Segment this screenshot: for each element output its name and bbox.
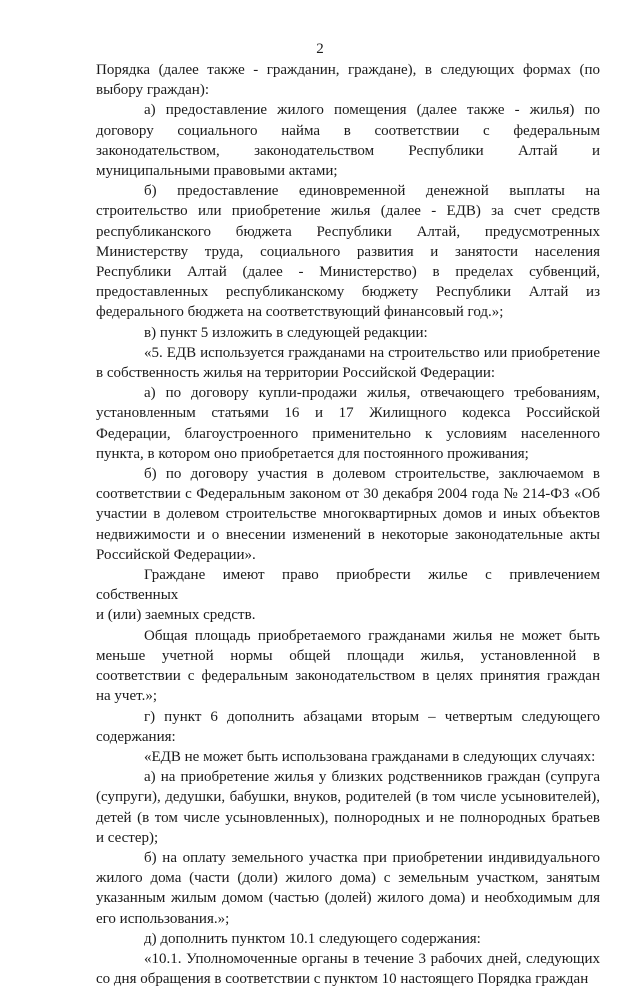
text-line: а) по договору купли-продажи жилья, отвечающего требованиям,	[144, 385, 600, 402]
text-line: и (или) заемных средств.	[96, 607, 256, 624]
text-line: Министерству труда, социального развития и занятости населения	[96, 243, 600, 260]
text-line: б) по договору участия в долевом строительстве, заключаемом в	[144, 466, 600, 483]
text-line: пункта, в котором оно приобретается для постоянного проживания;	[96, 445, 529, 462]
text-line: строительство или приобретение жилья (далее - ЕДВ) за счет средств	[96, 203, 600, 220]
text-line: указанным жилым домом (частью (долей) жилого дома) и необходимым для	[96, 890, 600, 907]
text-line: участии в долевом строительстве многоквартирных домов и иных объектов	[96, 506, 600, 523]
text-line: Общая площадь приобретаемого гражданами жилья не может быть	[144, 627, 600, 644]
text-line: его использования.»;	[96, 910, 230, 927]
text-line: д) дополнить пунктом 10.1 следующего содержания:	[144, 930, 481, 947]
text-line: муниципальными правовыми актами;	[96, 163, 338, 180]
text-line: (супруги), дедушки, бабушки, внуков, родителей (в том числе усыновителей),	[96, 789, 600, 806]
text-line: выбору граждан):	[96, 82, 209, 99]
text-line: договору социального найма в соответствии с федеральным	[96, 122, 600, 139]
text-line: б) предоставление единовременной денежной выплаты на	[144, 183, 600, 200]
text-line: «5. ЕДВ используется гражданами на строительство или приобретение	[144, 344, 600, 361]
text-line: законодательством, законодательством Республики Алтай и	[96, 142, 600, 159]
text-line: «ЕДВ не может быть использована гражданами в следующих случаях:	[144, 748, 596, 765]
text-line: меньше учетной нормы общей площади жилья, установленной в	[96, 647, 600, 664]
document-body	[96, 60, 600, 989]
text-line: предоставленных республиканскому бюджету Республики Алтай из	[96, 284, 600, 301]
text-line: жилого дома (части (доли) жилого дома) с земельным участком, занятым	[96, 870, 600, 887]
text-line: Порядка (далее также - гражданин, граждане), в следующих формах (по	[96, 62, 600, 78]
text-line: соответствии с федеральным законодательством в целях принятия граждан	[96, 668, 600, 685]
text-line: детей (в том числе усыновленных), полнородных и не полнородных братьев	[96, 809, 600, 826]
text-line: установленным статьями 16 и 17 Жилищного кодекса Российской	[96, 405, 600, 422]
text-line: Республики Алтай (далее - Министерство) в пределах субвенций,	[96, 264, 600, 281]
page-number: 2	[316, 41, 324, 57]
text-line: на учет.»;	[96, 688, 157, 705]
text-line: б) на оплату земельного участка при приобретении индивидуального	[144, 849, 600, 866]
text-line: недвижимости и о внесении изменений в некоторые законодательные акты	[96, 526, 600, 543]
text-line: в) пункт 5 изложить в следующей редакции:	[144, 324, 428, 341]
text-line: со дня обращения в соответствии с пунктом 10 настоящего Порядка граждан	[96, 971, 589, 988]
text-line: соответствии с Федеральным законом от 30 декабря 2004 года № 214-ФЗ «Об	[96, 486, 600, 503]
text-line: а) на приобретение жилья у близких родственников граждан (супруга	[144, 769, 600, 786]
text-line: содержания:	[96, 728, 176, 745]
text-line: «10.1. Уполномоченные органы в течение 3 рабочих дней, следующих	[144, 950, 600, 967]
text-line: и сестер);	[96, 829, 159, 846]
text-line: а) предоставление жилого помещения (далее также - жилья) по	[144, 102, 600, 119]
text-line: Федерации, благоустроенного применительно к условиям населенного	[96, 425, 600, 442]
text-line: Российской Федерации».	[96, 546, 256, 563]
text-line: в собственность жилья на территории Российской Федерации:	[96, 365, 496, 382]
text-line: Граждане имеют право приобрести жилье с привлечением собственных	[96, 567, 600, 604]
text-line: республиканского бюджета Республики Алтай, предусмотренных	[96, 223, 600, 240]
text-line: г) пункт 6 дополнить абзацами вторым – четвертым следующего	[144, 708, 600, 725]
text-line: федерального бюджета на соответствующий финансовый год.»;	[96, 304, 504, 321]
